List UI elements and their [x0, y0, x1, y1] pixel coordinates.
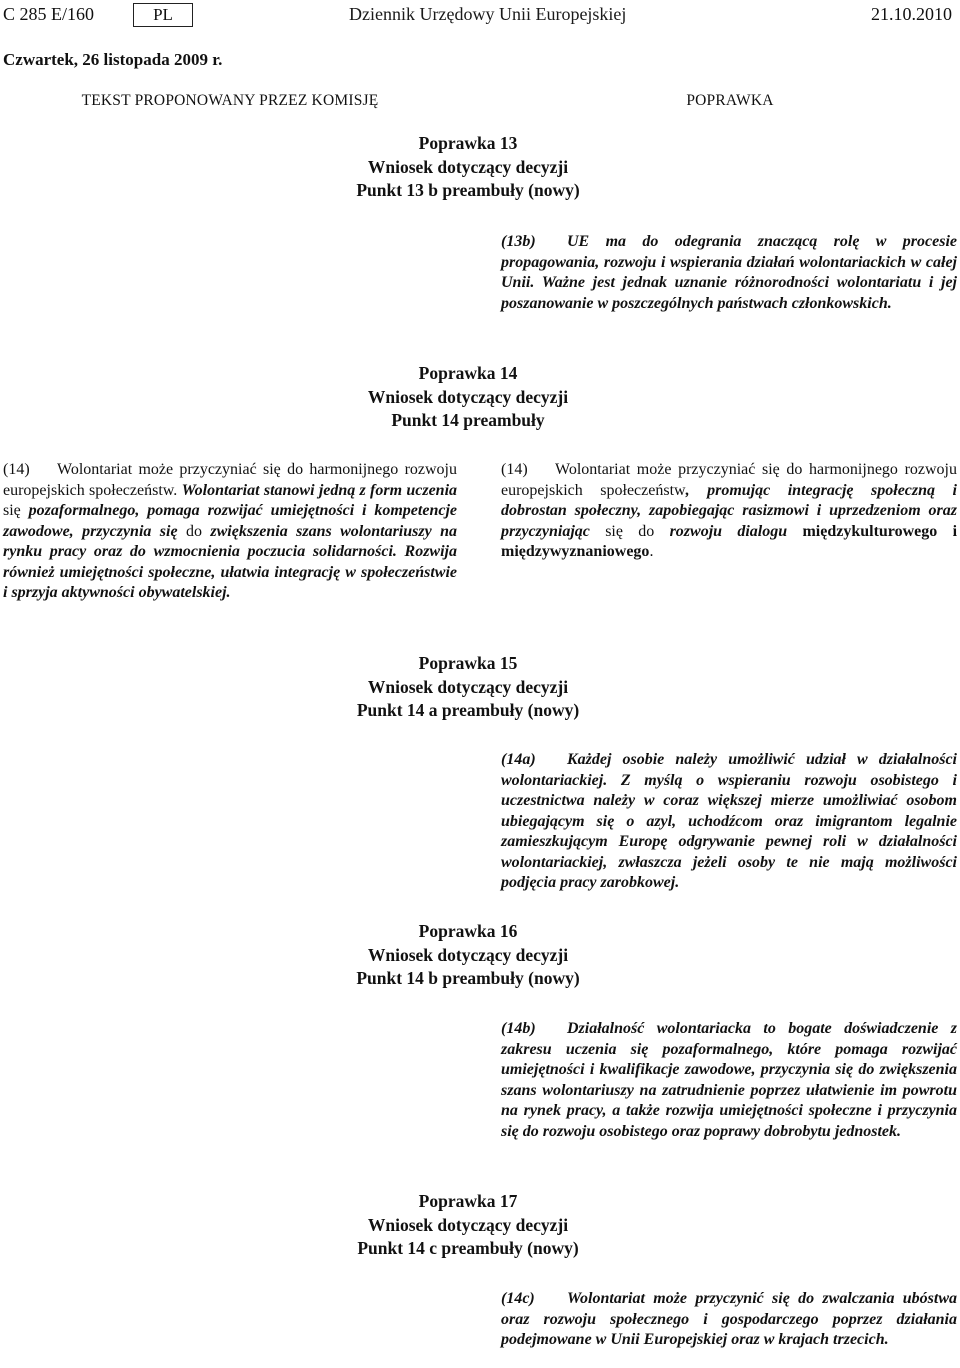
text-bold: międzykulturowego i międzywyznaniowego	[501, 522, 958, 560]
recital-text: Wolontariat może przyczynić się do zwalczania ubóstwa oraz rozwoju społecznego i gospodarczego poprzez działania podejmowane w Unii Europejskiej oraz w krajach trzecich.	[501, 1290, 957, 1348]
amendment-title: Poprawka 15	[418, 653, 518, 673]
language-badge: PL	[133, 3, 193, 27]
amendment-subtitle: Wniosek dotyczący decyzji	[367, 1214, 569, 1235]
recital-number: (14)	[501, 461, 528, 478]
text-plain: do	[185, 522, 202, 540]
amendment-17-right-text	[501, 1289, 957, 1351]
recital-text: UE ma do odegrania znaczącą rolę w procesie propagowania, rozwoju i wspierania działań wolontariackich w całej Unii. Ważne jest jednak uznanie różnorodności wolontariatu i jej poszanowanie w poszczególnych państwach członkowskich.	[501, 233, 957, 312]
page-reference: C 285 E/160	[3, 4, 95, 24]
amendment-15-right-text	[501, 750, 957, 894]
session-date: Czwartek, 26 listopada 2009 r.	[3, 50, 223, 69]
amendment-title: Poprawka 17	[418, 1191, 518, 1211]
amendment-point: Punkt 14 a preambuły (nowy)	[356, 700, 580, 720]
amendment-14-heading	[0, 362, 936, 433]
recital-number: (14)	[3, 461, 30, 478]
page-header	[0, 3, 960, 27]
text-plain: .	[649, 543, 654, 560]
text-plain: się do	[605, 522, 655, 540]
amendment-15-heading	[0, 652, 936, 723]
text-plain: Wolontariat może przyczyniać się do harmonijnego rozwoju europejskich społeczeństw	[501, 461, 957, 499]
amendment-subtitle: Wniosek dotyczący decyzji	[367, 386, 569, 407]
recital-number: (13b)	[501, 233, 536, 250]
amendment-13-right-text	[501, 232, 957, 314]
text-plain: Wolontariat może przyczyniać się do harmonijnego rozwoju europejskich społeczeństw.	[3, 461, 457, 499]
text-emphasis: rozwoju dialogu	[669, 522, 788, 540]
amendment-16-heading	[0, 920, 936, 991]
recital-number: (14b)	[501, 1020, 536, 1037]
text-emphasis: pozaformalnego, pomaga rozwijać umiejętności i kompetencje zawodowe, przyczynia się	[3, 502, 457, 540]
amendment-title: Poprawka 13	[418, 133, 518, 153]
amendment-13-heading	[0, 132, 936, 203]
amendment-title: Poprawka 14	[418, 363, 518, 383]
amendment-subtitle: Wniosek dotyczący decyzji	[367, 156, 569, 177]
text-emphasis: , promując integrację społeczną i dobrostan społeczny, zapobiegając rasizmowi i uprzedzeniom oraz przyczyniając	[501, 481, 957, 540]
text-emphasis: Wolontariat stanowi jedną z form uczenia	[181, 481, 458, 499]
journal-title: Dziennik Urzędowy Unii Europejskiej	[349, 4, 627, 24]
amendment-subtitle: Wniosek dotyczący decyzji	[367, 944, 569, 965]
recital-number: (14c)	[501, 1290, 535, 1307]
text-plain: się	[3, 502, 21, 519]
amendment-point: Punkt 14 c preambuły (nowy)	[357, 1238, 579, 1258]
amendment-title: Poprawka 16	[418, 921, 518, 941]
amendment-16-right-text	[501, 1019, 957, 1142]
right-column-heading: POPRAWKA	[686, 92, 774, 109]
amendment-subtitle: Wniosek dotyczący decyzji	[367, 676, 569, 697]
text-emphasis: zwiększenia szans wolontariuszy na rynku pracy oraz do wzmocnienia poczucia solidarności. Rozwija również umiejętności społeczne, ułatwia integrację w społeczeństwie i sprzyja aktywności obywatelskiej.	[3, 522, 458, 601]
amendment-14-left-text	[3, 460, 457, 604]
recital-number: (14a)	[501, 751, 536, 768]
recital-text: Działalność wolontariacka to bogate doświadczenie z zakresu uczenia się pozaformalnego, które pomaga rozwijać umiejętności i kwalifikacje zawodowe, przyczynia się do zwiększenia szans wolontariuszy na zatrudnienie poprzez ułatwienie im powrotu na rynek pracy, a także rozwija umiejętności społeczne i przyczynia się do rozwoju osobistego oraz poprawy dobrobytu jednostek.	[501, 1020, 957, 1140]
amendment-point: Punkt 14 preambuły	[391, 410, 545, 430]
left-column-heading: TEKST PROPONOWANY PRZEZ KOMISJĘ	[81, 92, 379, 109]
amendment-point: Punkt 14 b preambuły (nowy)	[356, 968, 580, 988]
amendment-17-heading	[0, 1190, 936, 1261]
amendment-14-right-text	[501, 460, 957, 563]
amendment-point: Punkt 13 b preambuły (nowy)	[356, 180, 580, 200]
recital-text: Każdej osobie należy umożliwić udział w działalności wolontariackiej. Z myślą o wspieraniu rozwoju osobistego i uczestnictwa należy w coraz większej mierze umożliwiać osobom ubiegającym się o azyl, uchodźcom oraz imigrantom legalnie zamieszkującym Europę odgrywanie pewnej roli w działalności wolontariackiej, zwłaszcza jeżeli osoby te nie mają możliwości podjęcia pracy zarobkowej.	[501, 751, 957, 891]
publication-date: 21.10.2010	[871, 4, 952, 24]
